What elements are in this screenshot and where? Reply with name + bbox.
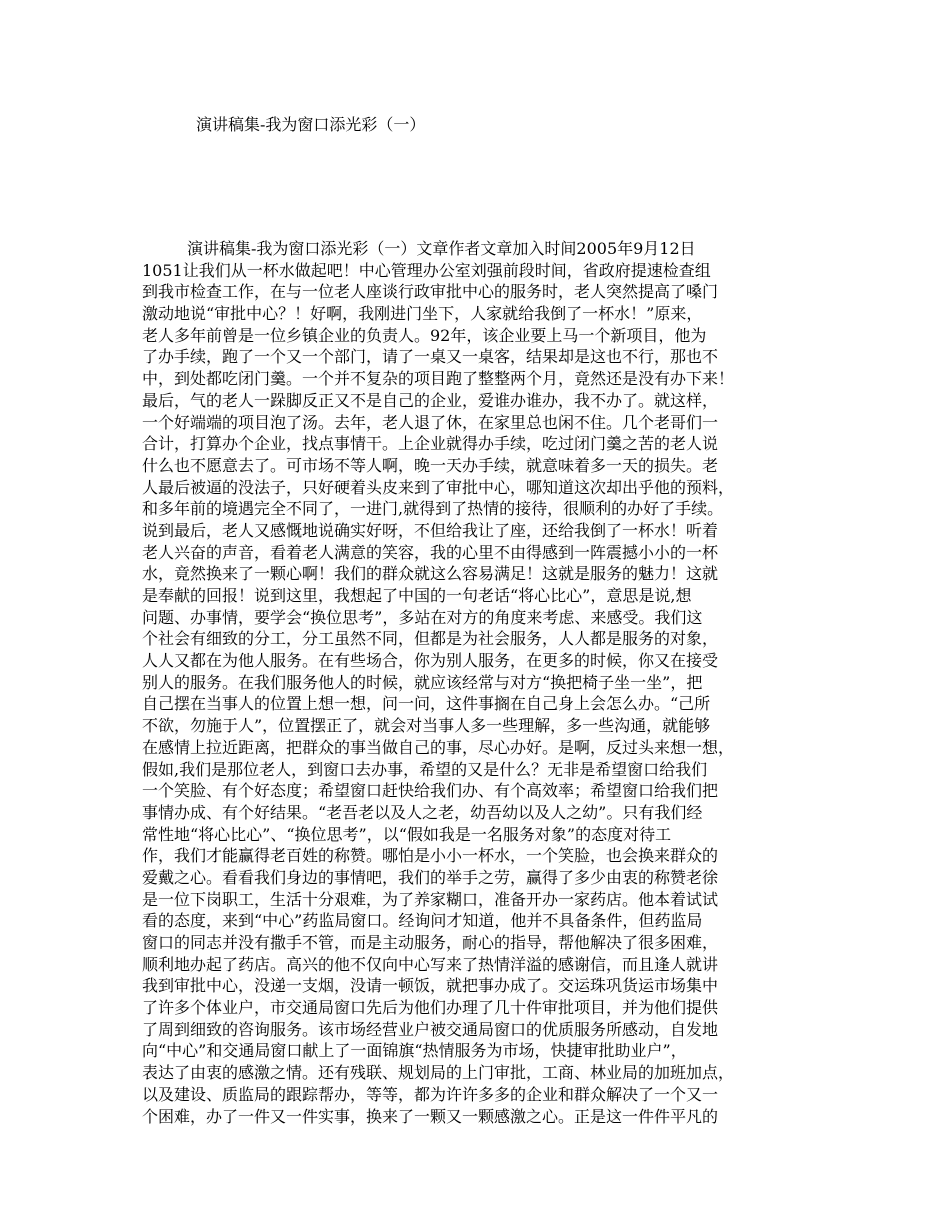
body-line: 一个笑脸、有个好态度；希望窗口赶快给我们办、有个高效率；希望窗口给我们把: [142, 781, 719, 801]
body-line: 中，到处都吃闭门羹。一个并不复杂的项目跑了整整两个月，竟然还是没有办下来！: [142, 369, 735, 389]
page-title: 演讲稿集-我为窗口添光彩（一）: [196, 115, 426, 134]
body-line: 到我市检查工作，在与一位老人座谈行政审批中心的服务时，老人突然提高了嗓门: [142, 282, 719, 302]
body-line: 问题、办事情，要学会“换位思考”，多站在对方的角度来考虑、来感受。我们这: [142, 607, 703, 627]
body-line: 个困难，办了一件又一件实事，换来了一颗又一颗感激之心。正是这一件件平凡的: [142, 1106, 719, 1126]
body-line: 在感情上拉近距离，把群众的事当做自己的事，尽心办好。是啊，反过头来想一想，: [142, 737, 735, 757]
body-line: 最后，气的老人一跺脚反正又不是自己的企业，爱谁办谁办，我不办了。就这样，: [142, 390, 719, 410]
body-line: 看的态度，来到“中心”药监局窗口。经询问才知道，他并不具备条件，但药监局: [142, 911, 703, 931]
body-line: 是一位下岗职工，生活十分艰难，为了养家糊口，准备开办一家药店。他本着试试: [142, 889, 719, 909]
body-line: 1051让我们从一杯水做起吧！中心管理办公室刘强前段时间，省政府提速检查组: [142, 260, 711, 280]
body-line: 了办手续，跑了一个又一个部门，请了一桌又一桌客，结果却是这也不行，那也不: [142, 347, 719, 367]
body-line: 自己摆在当事人的位置上想一想，问一问，这件事搁在自己身上会怎么办。“己所: [142, 694, 711, 714]
body-line: 假如,我们是那位老人，到窗口去办事，希望的又是什么？无非是希望窗口给我们: [142, 759, 708, 779]
body-line: 一个好端端的项目泡了汤。去年，老人退了休，在家里总也闲不住。几个老哥们一: [142, 412, 719, 432]
body-line: 事情办成、有个好结果。“老吾老以及人之老，幼吾幼以及人之幼”。只有我们经: [142, 802, 703, 822]
body-line: 作，我们才能赢得老百姓的称赞。哪怕是小小一杯水，一个笑脸，也会换来群众的: [142, 846, 719, 866]
body-line: 向“中心”和交通局窗口献上了一面锦旗“热情服务为市场，快捷审批助业户”，: [142, 1041, 687, 1061]
body-line: 爱戴之心。看看我们身边的事情吧，我们的举手之劳，赢得了多少由衷的称赞老徐: [142, 867, 719, 887]
body-line: 表达了由衷的感激之情。还有残联、规划局的上门审批，工商、林业局的加班加点，: [142, 1063, 735, 1083]
body-line: 合计，打算办个企业，找点事情干。上企业就得办手续，吃过闭门羹之苦的老人说: [142, 434, 719, 454]
body-line: 和多年前的境遇完全不同了，一进门,就得到了热情的接待，很顺利的办好了手续。: [142, 499, 724, 519]
body-text: [142, 238, 832, 1127]
body-line: 顺利地办起了药店。高兴的他不仅向中心写来了热情洋溢的感谢信，而且逢人就讲: [142, 954, 719, 974]
body-line: 激动地说“审批中心？！好啊，我刚进门坐下，人家就给我倒了一杯水！”原来，: [142, 304, 703, 324]
body-line: 水，竟然换来了一颗心啊！我们的群众就这么容易满足！这就是服务的魅力！这就: [142, 564, 719, 584]
body-line: 说到最后，老人又感慨地说确实好呀，不但给我让了座，还给我倒了一杯水！听着: [142, 520, 719, 540]
body-line: 什么也不愿意去了。可市场不等人啊，晚一天办手续，就意味着多一天的损失。老: [142, 455, 719, 475]
body-line: 不欲，勿施于人”，位置摆正了，就会对当事人多一些理解，多一些沟通，就能够: [142, 716, 711, 736]
body-line: 人人又都在为他人服务。在有些场合，你为别人服务，在更多的时候，你又在接受: [142, 651, 719, 671]
body-line: 个社会有细致的分工，分工虽然不同，但都是为社会服务，人人都是服务的对象，: [142, 629, 719, 649]
body-line: 了周到细致的咨询服务。该市场经营业户被交通局窗口的优质服务所感动，自发地: [142, 1019, 719, 1039]
body-line: 窗口的同志并没有撒手不管，而是主动服务，耐心的指导，帮他解决了很多困难，: [142, 933, 719, 952]
body-line: 别人的服务。在我们服务他人的时候，就应该经常与对方“换把椅子坐一坐”，把: [142, 672, 703, 692]
body-line: 我到审批中心，没递一支烟，没请一顿饭，就把事办成了。交运珠巩货运市场集中: [142, 976, 719, 996]
body-line: 老人兴奋的声音，看着老人满意的笑容，我的心里不由得感到一阵震撼小小的一杯: [142, 542, 719, 562]
body-line: 人最后被逼的没法子，只好硬着头皮来到了审批中心，哪知道这次却出乎他的预料，: [142, 477, 735, 497]
body-line: 老人多年前曾是一位乡镇企业的负责人。92年，该企业要上马一个新项目，他为: [142, 325, 707, 345]
body-line: 以及建设、质监局的跟踪帮办，等等，都为许许多多的企业和群众解决了一个又一: [142, 1084, 719, 1104]
body-line: 是奉献的回报！说到这里，我想起了中国的一句老话“将心比心”，意思是说,想: [142, 586, 692, 605]
body-line: 常性地“将心比心”、“换位思考”，以“假如我是一名服务对象”的态度对待工: [142, 824, 672, 844]
body-line: 演讲稿集-我为窗口添光彩（一）文章作者文章加入时间2005年9月12日: [187, 239, 696, 258]
body-line: 了许多个体业户，市交通局窗口先后为他们办理了几十件审批项目，并为他们提供: [142, 998, 719, 1018]
